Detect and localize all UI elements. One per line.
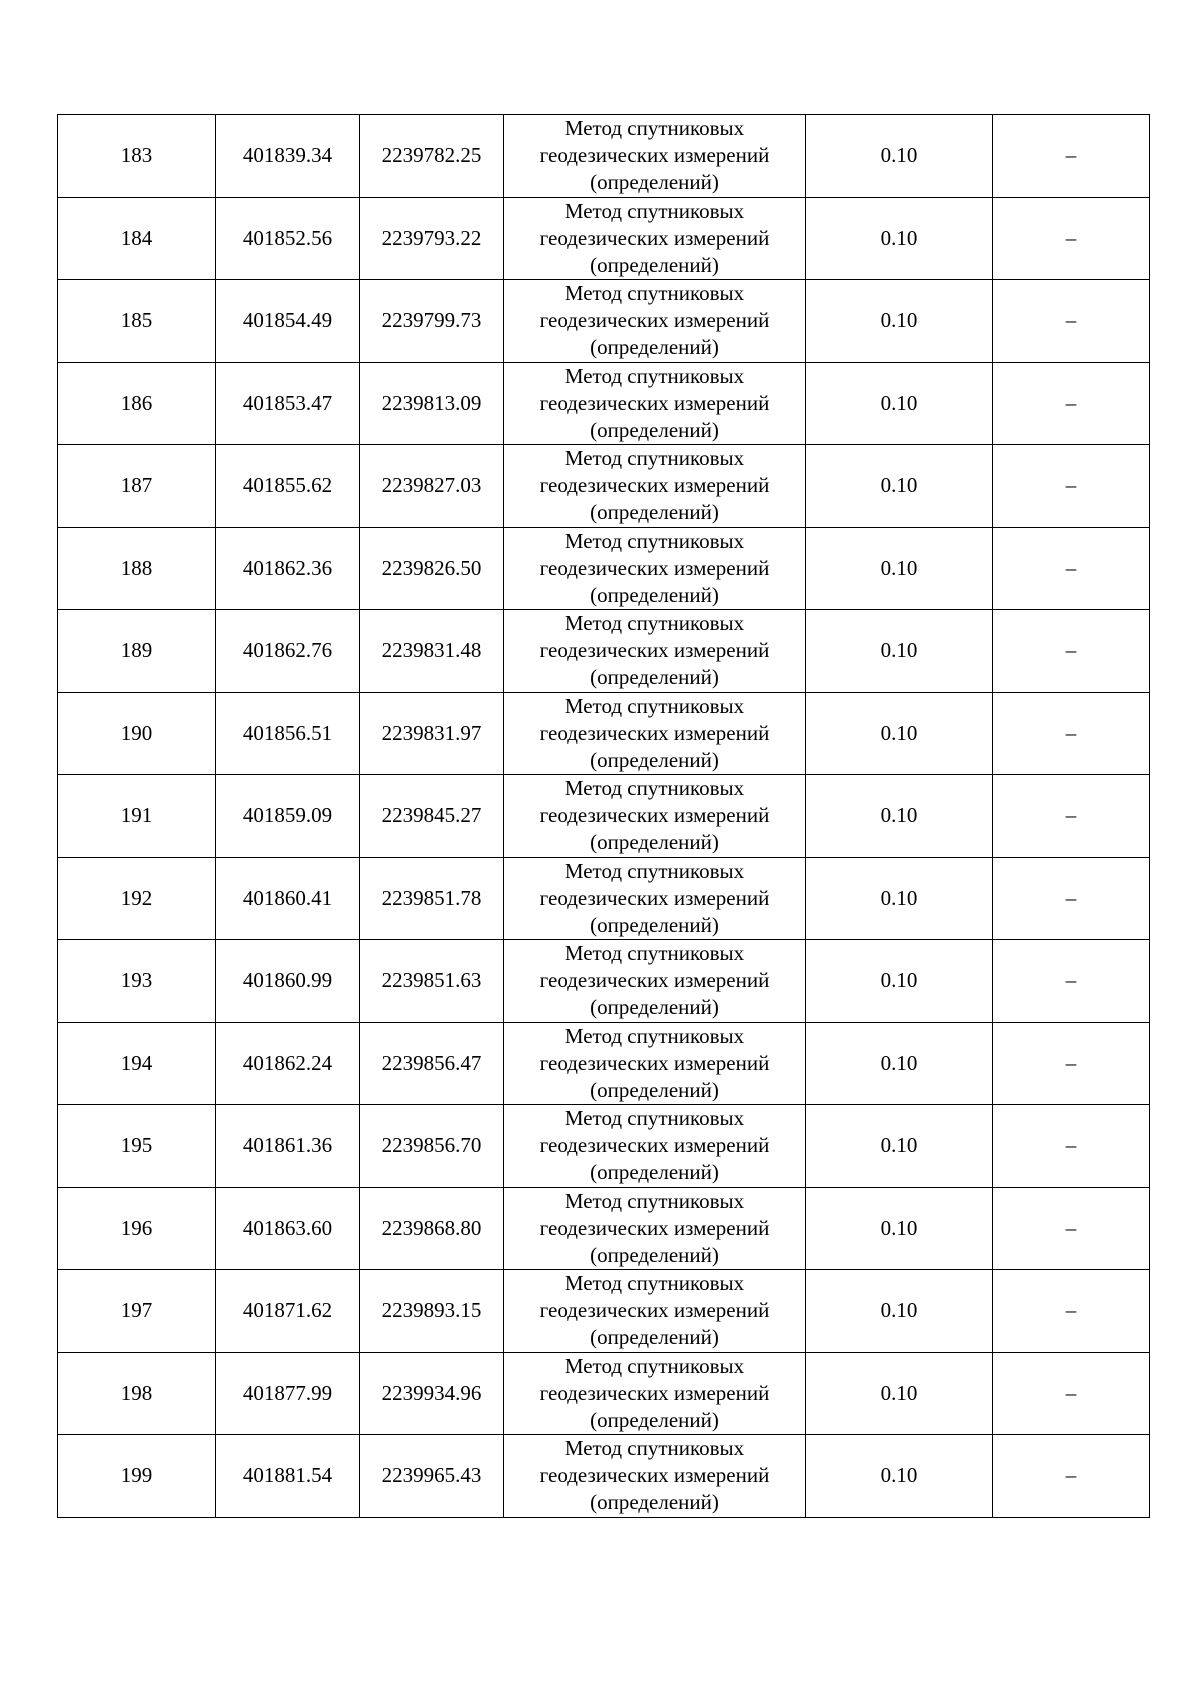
point-number-cell: 191 [58,775,216,858]
note-cell: – [993,1435,1150,1518]
table-row [58,692,1150,775]
method-cell: Метод спутниковых геодезических измерений (определений) [504,115,806,198]
accuracy-cell: 0.10 [806,940,993,1023]
table-row [58,197,1150,280]
method-cell: Метод спутниковых геодезических измерений (определений) [504,1270,806,1353]
table-body [58,115,1150,1518]
y-coordinate-cell: 2239826.50 [360,527,504,610]
method-cell: Метод спутниковых геодезических измерений (определений) [504,445,806,528]
note-cell: – [993,610,1150,693]
y-coordinate-cell: 2239893.15 [360,1270,504,1353]
method-cell: Метод спутниковых геодезических измерений (определений) [504,527,806,610]
accuracy-cell: 0.10 [806,1352,993,1435]
note-cell: – [993,1352,1150,1435]
table-row [58,115,1150,198]
accuracy-cell: 0.10 [806,527,993,610]
method-cell: Метод спутниковых геодезических измерений (определений) [504,1187,806,1270]
x-coordinate-cell: 401877.99 [216,1352,360,1435]
x-coordinate-cell: 401859.09 [216,775,360,858]
x-coordinate-cell: 401860.99 [216,940,360,1023]
y-coordinate-cell: 2239831.48 [360,610,504,693]
method-cell: Метод спутниковых геодезических измерений (определений) [504,1022,806,1105]
method-cell: Метод спутниковых геодезических измерений (определений) [504,362,806,445]
y-coordinate-cell: 2239827.03 [360,445,504,528]
note-cell: – [993,445,1150,528]
method-cell: Метод спутниковых геодезических измерений (определений) [504,692,806,775]
x-coordinate-cell: 401853.47 [216,362,360,445]
y-coordinate-cell: 2239856.70 [360,1105,504,1188]
accuracy-cell: 0.10 [806,1105,993,1188]
note-cell: – [993,1022,1150,1105]
x-coordinate-cell: 401854.49 [216,280,360,363]
method-cell: Метод спутниковых геодезических измерений (определений) [504,1352,806,1435]
note-cell: – [993,940,1150,1023]
point-number-cell: 197 [58,1270,216,1353]
accuracy-cell: 0.10 [806,692,993,775]
note-cell: – [993,280,1150,363]
accuracy-cell: 0.10 [806,775,993,858]
table-row [58,857,1150,940]
x-coordinate-cell: 401862.76 [216,610,360,693]
note-cell: – [993,1105,1150,1188]
point-number-cell: 195 [58,1105,216,1188]
x-coordinate-cell: 401855.62 [216,445,360,528]
y-coordinate-cell: 2239851.63 [360,940,504,1023]
x-coordinate-cell: 401862.36 [216,527,360,610]
x-coordinate-cell: 401871.62 [216,1270,360,1353]
x-coordinate-cell: 401863.60 [216,1187,360,1270]
note-cell: – [993,1270,1150,1353]
accuracy-cell: 0.10 [806,362,993,445]
point-number-cell: 183 [58,115,216,198]
note-cell: – [993,362,1150,445]
table-row [58,362,1150,445]
method-cell: Метод спутниковых геодезических измерений (определений) [504,610,806,693]
note-cell: – [993,527,1150,610]
method-cell: Метод спутниковых геодезических измерений (определений) [504,775,806,858]
note-cell: – [993,1187,1150,1270]
point-number-cell: 196 [58,1187,216,1270]
y-coordinate-cell: 2239782.25 [360,115,504,198]
coordinates-table [57,114,1150,1518]
note-cell: – [993,692,1150,775]
point-number-cell: 194 [58,1022,216,1105]
accuracy-cell: 0.10 [806,445,993,528]
accuracy-cell: 0.10 [806,197,993,280]
accuracy-cell: 0.10 [806,857,993,940]
method-cell: Метод спутниковых геодезических измерений (определений) [504,197,806,280]
method-cell: Метод спутниковых геодезических измерений (определений) [504,940,806,1023]
y-coordinate-cell: 2239851.78 [360,857,504,940]
y-coordinate-cell: 2239856.47 [360,1022,504,1105]
note-cell: – [993,857,1150,940]
point-number-cell: 198 [58,1352,216,1435]
y-coordinate-cell: 2239965.43 [360,1435,504,1518]
accuracy-cell: 0.10 [806,115,993,198]
table-row [58,1187,1150,1270]
x-coordinate-cell: 401860.41 [216,857,360,940]
x-coordinate-cell: 401852.56 [216,197,360,280]
point-number-cell: 187 [58,445,216,528]
x-coordinate-cell: 401862.24 [216,1022,360,1105]
x-coordinate-cell: 401861.36 [216,1105,360,1188]
accuracy-cell: 0.10 [806,1435,993,1518]
table-row [58,940,1150,1023]
point-number-cell: 193 [58,940,216,1023]
point-number-cell: 185 [58,280,216,363]
y-coordinate-cell: 2239793.22 [360,197,504,280]
method-cell: Метод спутниковых геодезических измерений (определений) [504,857,806,940]
table-row [58,1022,1150,1105]
table-row [58,280,1150,363]
point-number-cell: 192 [58,857,216,940]
point-number-cell: 184 [58,197,216,280]
x-coordinate-cell: 401881.54 [216,1435,360,1518]
y-coordinate-cell: 2239799.73 [360,280,504,363]
point-number-cell: 190 [58,692,216,775]
table-row [58,527,1150,610]
table-row [58,775,1150,858]
note-cell: – [993,197,1150,280]
method-cell: Метод спутниковых геодезических измерений (определений) [504,1435,806,1518]
x-coordinate-cell: 401839.34 [216,115,360,198]
table-row [58,1270,1150,1353]
accuracy-cell: 0.10 [806,1187,993,1270]
table-row [58,1105,1150,1188]
accuracy-cell: 0.10 [806,1022,993,1105]
table-row [58,445,1150,528]
accuracy-cell: 0.10 [806,280,993,363]
y-coordinate-cell: 2239845.27 [360,775,504,858]
note-cell: – [993,115,1150,198]
x-coordinate-cell: 401856.51 [216,692,360,775]
accuracy-cell: 0.10 [806,610,993,693]
y-coordinate-cell: 2239934.96 [360,1352,504,1435]
y-coordinate-cell: 2239868.80 [360,1187,504,1270]
note-cell: – [993,775,1150,858]
point-number-cell: 189 [58,610,216,693]
y-coordinate-cell: 2239831.97 [360,692,504,775]
y-coordinate-cell: 2239813.09 [360,362,504,445]
point-number-cell: 186 [58,362,216,445]
point-number-cell: 188 [58,527,216,610]
table-row [58,610,1150,693]
method-cell: Метод спутниковых геодезических измерений (определений) [504,1105,806,1188]
method-cell: Метод спутниковых геодезических измерений (определений) [504,280,806,363]
point-number-cell: 199 [58,1435,216,1518]
table-row [58,1352,1150,1435]
accuracy-cell: 0.10 [806,1270,993,1353]
table-row [58,1435,1150,1518]
